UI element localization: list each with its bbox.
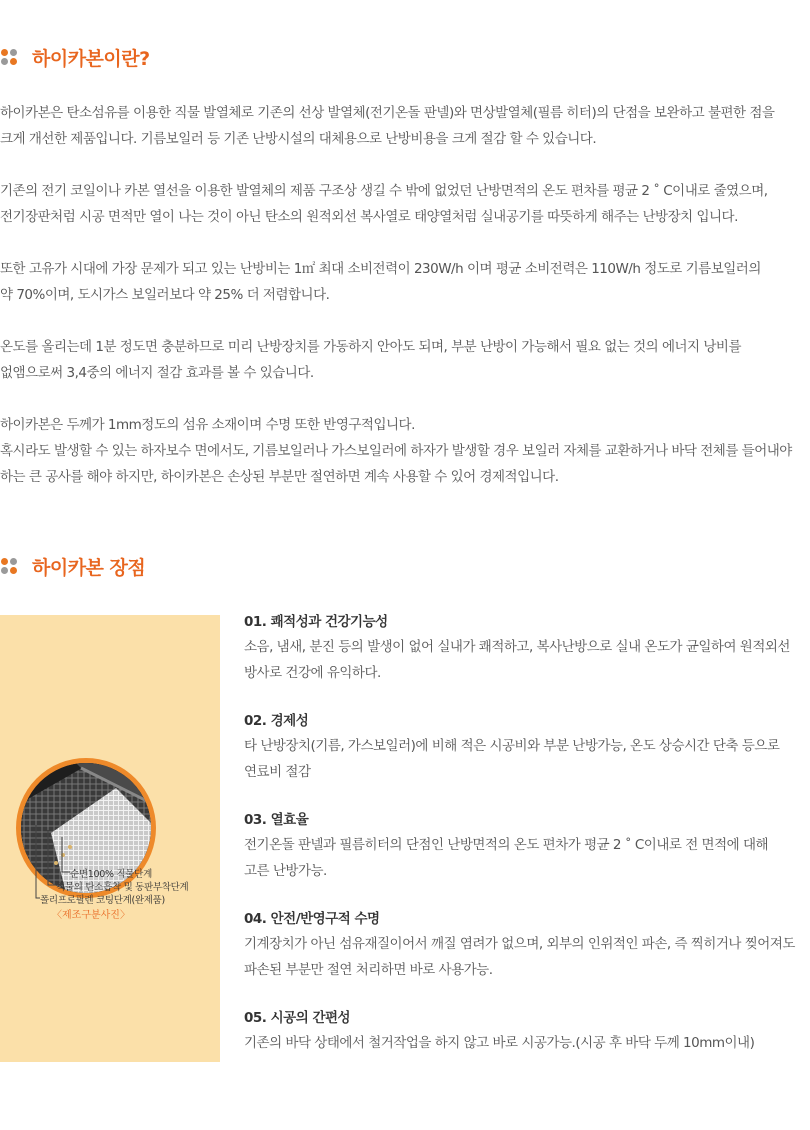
feature-title: 02. 경제성: [244, 713, 309, 729]
feature-title: 03. 열효율: [244, 812, 309, 828]
feature-title: 04. 안전/반영구적 수명: [244, 911, 380, 927]
section-heading-what-is: [0, 44, 150, 71]
feature-text: 기존의 바닥 상태에서 철거작업을 하지 않고 바로 시공가능.(시공 후 바닥 두께 10mm이내): [244, 1035, 755, 1051]
intro-text: [0, 100, 810, 516]
feature-text: 기계장치가 아닌 섬유재질이어서 깨질 염려가 없으며, 외부의 인위적인 파손, 즉 찍히거나 찢어져도 파손된 부분만 절연 처리하면 바로 사용가능.: [244, 936, 795, 978]
paragraph: 또한 고유가 시대에 가장 문제가 되고 있는 난방비는 1㎡ 최대 소비전력이 230W/h 이며 평균 소비전력은 110W/h 정도로 기름보일러의 약 70%이며, 도시가스 보일러보다 약 25% 더 저렴합니다.: [0, 261, 761, 303]
manufacturing-stage-photo: [0, 615, 220, 1062]
feature-title: 05. 시공의 간편성: [244, 1010, 351, 1026]
list-item: [244, 907, 810, 983]
callout-stage-1: 순면100% 직물단계: [70, 869, 152, 880]
callout-stage-3: 폴리프로필렌 코팅단계(완제품): [40, 895, 165, 906]
list-item: [244, 709, 810, 785]
section-heading-advantages: [0, 553, 145, 580]
feature-text: 소음, 냄새, 분진 등의 발생이 없어 실내가 쾌적하고, 복사난방으로 실내 온도가 균일하여 원적외선 방사로 건강에 유익하다.: [244, 639, 790, 681]
paragraph: 하이카본은 두께가 1mm정도의 섬유 소재이며 수명 또한 반영구적입니다. 혹시라도 발생할 수 있는 하자보수 면에서도, 기름보일러나 가스보일러에 하자가 발생할 경우 보일러 자체를 교환하거나 바닥 전체를 들어내야 하는 큰 공사를 해야 하지만, 하이카본은 손상된 부분만 절연하면 계속 사용할 수 있어 경제적입니다.: [0, 417, 792, 485]
paragraph: 온도를 올리는데 1분 정도면 충분하므로 미리 난방장치를 가동하지 안아도 되며, 부분 난방이 가능해서 필요 없는 것의 에너지 낭비를 없앰으로써 3,4중의 에너지 절감 효과를 볼 수 있습니다.: [0, 339, 742, 381]
four-dot-bullet-icon: [1, 558, 19, 576]
photo-caption: 〈제조구분사진〉: [52, 910, 130, 921]
list-item: [244, 808, 810, 884]
feature-text: 타 난방장치(기름, 가스보일러)에 비해 적은 시공비와 부분 난방가능, 온도 상승시간 단축 등으로 연료비 절감: [244, 738, 780, 780]
feature-title: 01. 쾌적성과 건강기능성: [244, 614, 388, 630]
feature-text: 전기온돌 판넬과 필름히터의 단점인 난방면적의 온도 편차가 평균 2 ˚ C이내로 전 면적에 대해 고른 난방가능.: [244, 837, 769, 879]
paragraph: 기존의 전기 코일이나 카본 열선을 이용한 발열체의 제품 구조상 생길 수 밖에 없었던 난방면적의 온도 편차를 평균 2 ˚ C이내로 줄였으며, 전기장판처럼 시공 면적만 열이 나는 것이 아닌 탄소의 원적외선 복사열로 태양열처럼 실내공기를 따뜻하게 해주는 난방장치 입니다.: [0, 183, 768, 225]
list-item: [244, 610, 810, 686]
list-item: [244, 1006, 810, 1056]
advantages-list: [244, 610, 810, 1079]
four-dot-bullet-icon: [1, 49, 19, 67]
callout-stage-2: 직물의 탄소흡착 및 동판부착단계: [56, 882, 189, 893]
section-title: 하이카본이란?: [32, 48, 150, 70]
paragraph: 하이카본은 탄소섬유를 이용한 직물 발열체로 기존의 선상 발열체(전기온돌 판넬)와 면상발열체(필름 히터)의 단점을 보완하고 불편한 점을 크게 개선한 제품입니다. 기름보일러 등 기존 난방시설의 대체용으로 난방비용을 크게 절감 할 수 있습니다.: [0, 105, 775, 147]
section-title: 하이카본 장점: [32, 557, 146, 579]
